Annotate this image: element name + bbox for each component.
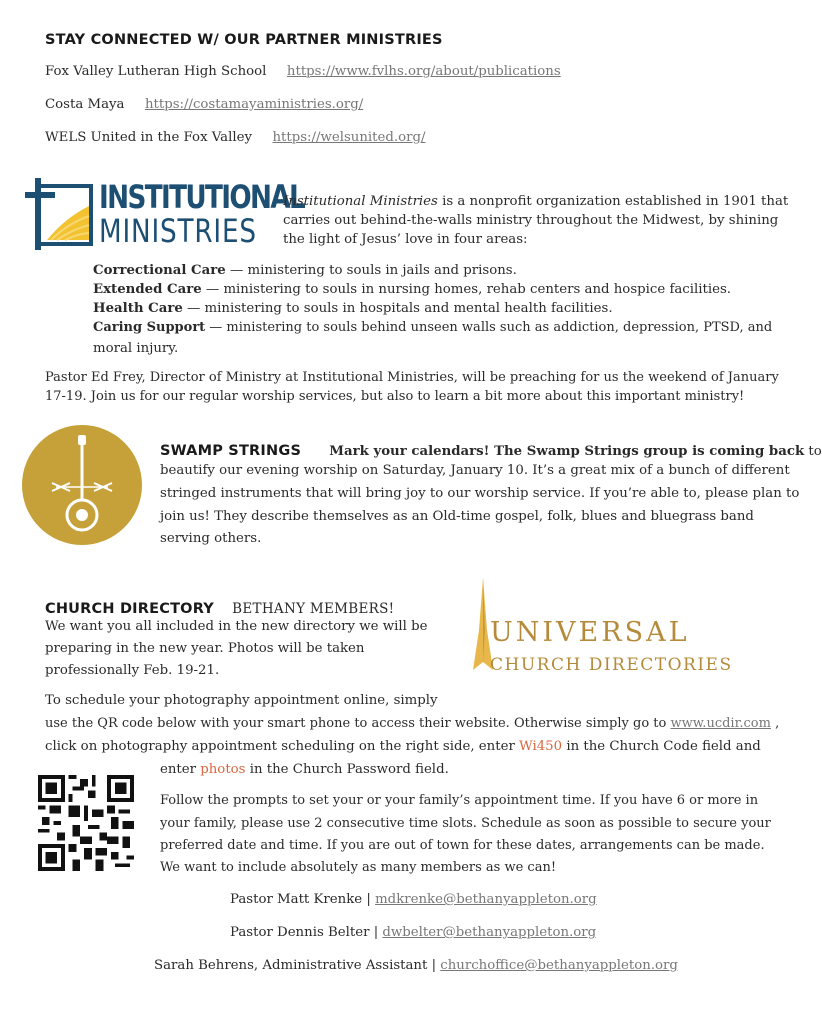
partner-link-fvlhs[interactable]: https://www.fvlhs.org/about/publications xyxy=(286,64,561,79)
banjo-icon xyxy=(22,425,142,545)
institutional-intro-line3: the light of Jesus’ love in four areas: xyxy=(283,232,528,247)
partner-row-costa-maya xyxy=(45,97,363,112)
contact-behrens: Sarah Behrens, Administrative Assistant | churchoffice@bethanyappleton.org xyxy=(154,958,678,973)
directory-intro-line3: professionally Feb. 19-21. xyxy=(45,663,220,678)
area-correctional-care xyxy=(93,263,517,278)
cross-sunburst-icon xyxy=(25,178,97,250)
schedule-text: click on photography appointment scheduling on the right side, enter xyxy=(45,739,520,754)
area-health-care xyxy=(93,301,613,316)
follow-line4: We want to include absolutely as many members as we can! xyxy=(160,860,557,875)
area-title: Correctional Care xyxy=(93,263,226,278)
directory-subheading: BETHANY MEMBERS! xyxy=(232,601,395,617)
church-password: photos xyxy=(200,762,246,777)
schedule-line1: To schedule your photography appointment online, simply xyxy=(45,693,438,708)
schedule-text: in the Church Password field. xyxy=(245,762,449,777)
pastor-visit-line2: 17-19. Join us for our regular worship services, but also to learn a bit more about this important ministry! xyxy=(45,389,745,404)
partner-row-wels xyxy=(45,130,426,145)
swamp-heading: SWAMP STRINGS xyxy=(160,443,302,459)
directory-heading: CHURCH DIRECTORY xyxy=(45,601,214,617)
directory-intro-line2: preparing in the new year. Photos will be taken xyxy=(45,641,365,656)
contact-email-link[interactable]: mdkrenke@bethanyappleton.org xyxy=(375,892,597,907)
partner-row-fvlhs xyxy=(45,64,561,79)
schedule-text: enter xyxy=(160,762,201,777)
follow-line2: your family, please use 2 consecutive time slots. Schedule as soon as possible to secure your xyxy=(160,816,771,831)
swamp-line4: join us! They describe themselves as an Old-time gospel, folk, blues and bluegrass band xyxy=(160,509,754,524)
institutional-intro-line1 xyxy=(283,194,788,209)
directory-heading-row xyxy=(45,598,394,617)
institutional-name: Institutional Ministries xyxy=(283,194,438,209)
partner-link-wels[interactable]: https://welsunited.org/ xyxy=(272,130,426,145)
qr-code-icon[interactable] xyxy=(38,775,134,871)
swamp-line3: stringed instruments that will bring joy to our worship service. If you’re able to, please plan to xyxy=(160,486,800,501)
partner-name: Fox Valley Lutheran High School xyxy=(45,64,267,79)
swamp-line5: serving others. xyxy=(160,531,262,546)
contact-krenke: Pastor Matt Krenke | mdkrenke@bethanyappleton.org xyxy=(230,892,597,907)
area-title: Health Care xyxy=(93,301,183,316)
schedule-text: in the Church Code field and xyxy=(562,739,761,754)
swamp-announcement-bold: Mark your calendars! The Swamp Strings group is coming back xyxy=(329,444,805,459)
logo-text-ministries: MINISTRIES xyxy=(99,212,257,250)
area-text: — ministering to souls in hospitals and mental health facilities. xyxy=(182,301,613,316)
swamp-line2: beautify our evening worship on Saturday, January 10. It’s a great mix of a bunch of different xyxy=(160,463,790,478)
institutional-intro-line2: carries out behind-the-walls ministry throughout the Midwest, by shining xyxy=(283,213,779,228)
intro-text: is a nonprofit organization established in 1901 that xyxy=(437,194,789,209)
follow-line1: Follow the prompts to set your or your family’s appointment time. If you have 6 or more in xyxy=(160,793,759,808)
partners-heading: STAY CONNECTED W/ OUR PARTNER MINISTRIES xyxy=(45,32,443,48)
area-text: — ministering to souls behind unseen walls such as addiction, depression, PTSD, and xyxy=(205,320,773,335)
area-text: — ministering to souls in jails and prisons. xyxy=(225,263,517,278)
contact-name: Sarah Behrens, Administrative Assistant xyxy=(154,958,428,973)
church-code: Wi450 xyxy=(519,739,563,754)
area-title: Caring Support xyxy=(93,320,206,335)
logo-text-church-directories: CHURCH DIRECTORIES xyxy=(490,655,733,675)
partner-name: WELS United in the Fox Valley xyxy=(45,130,252,145)
universal-church-directories-logo xyxy=(468,578,758,678)
schedule-line2 xyxy=(45,716,779,731)
contact-email-link[interactable]: churchoffice@bethanyappleton.org xyxy=(440,958,678,973)
schedule-line3 xyxy=(45,739,761,754)
schedule-line4 xyxy=(160,762,449,777)
partner-link-costa-maya[interactable]: https://costamayaministries.org/ xyxy=(144,97,364,112)
area-title: Extended Care xyxy=(93,282,202,297)
area-extended-care xyxy=(93,282,731,297)
area-caring-support-cont: moral injury. xyxy=(93,341,179,356)
area-text: — ministering to souls in nursing homes, rehab centers and hospice facilities. xyxy=(201,282,732,297)
area-caring-support xyxy=(93,320,772,335)
swamp-line1 xyxy=(160,440,822,459)
contact-email-link[interactable]: dwbelter@bethanyappleton.org xyxy=(382,925,597,940)
logo-text-institutional: INSTITUTIONAL xyxy=(99,178,305,216)
ucdir-link[interactable]: www.ucdir.com xyxy=(670,716,771,731)
partner-name: Costa Maya xyxy=(45,97,125,112)
pastor-visit-line1: Pastor Ed Frey, Director of Ministry at Institutional Ministries, will be preaching for us the weekend of January xyxy=(45,370,779,385)
schedule-text: , xyxy=(770,716,780,731)
swamp-announcement-rest: to xyxy=(804,444,822,459)
contact-name: Pastor Matt Krenke xyxy=(230,892,363,907)
directory-intro-line1: We want you all included in the new directory we will be xyxy=(45,619,428,634)
contact-belter: Pastor Dennis Belter | dwbelter@bethanyappleton.org xyxy=(230,925,597,940)
institutional-ministries-logo xyxy=(25,178,305,250)
contact-name: Pastor Dennis Belter xyxy=(230,925,370,940)
schedule-text: use the QR code below with your smart phone to access their website. Otherwise simply go to xyxy=(45,716,671,731)
follow-line3: preferred date and time. If you are out of town for these dates, arrangements can be made. xyxy=(160,838,765,853)
logo-text-universal: UNIVERSAL xyxy=(490,617,690,648)
